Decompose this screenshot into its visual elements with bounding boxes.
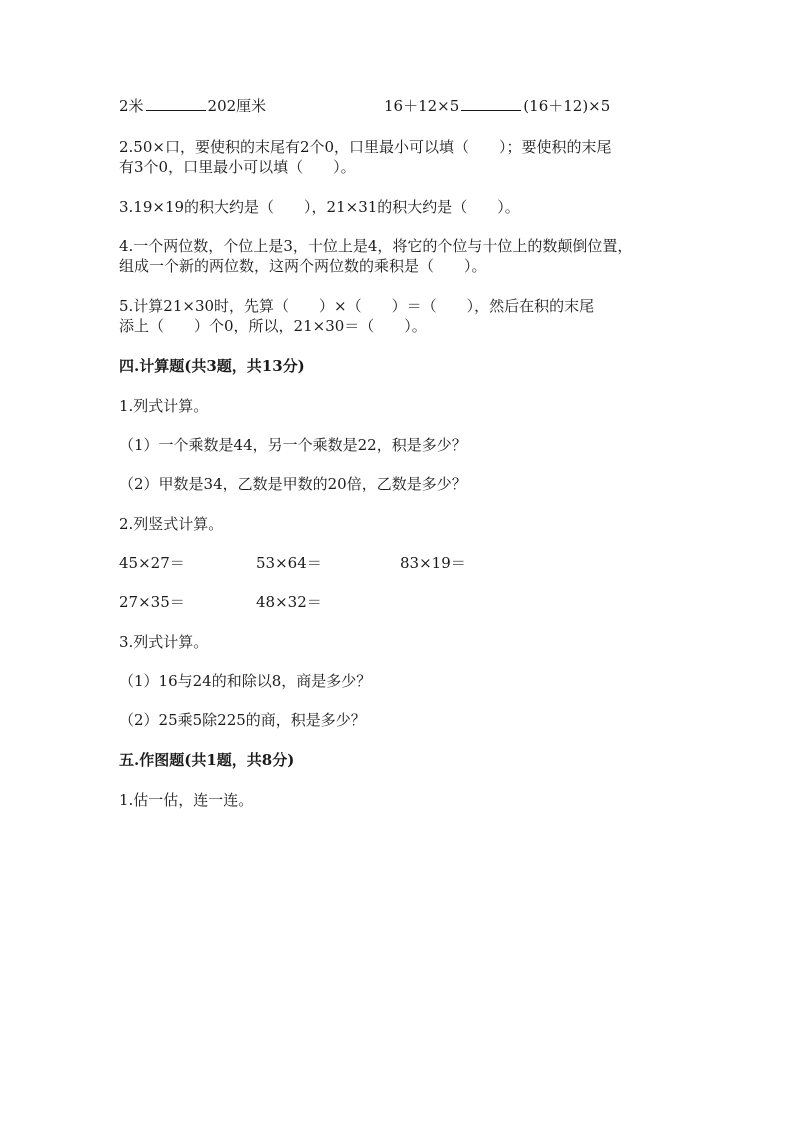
section-5-problem-1-title: 1.估一估，连一连。 [119,791,254,809]
section-4-problem-2-title: 2.列竖式计算。 [119,515,224,533]
question-5-line-2: 添上（ ）个0，所以，21×30＝（ ）。 [119,317,427,335]
calc-item: 48×32＝ [256,593,322,611]
section-4-problem-3-title: 3.列式计算。 [119,633,209,651]
compare-right-a: 16＋12×5 [384,97,460,115]
question-3-line-1: 3.19×19的积大约是（ ），21×31的积大约是（ ）。 [119,198,520,216]
question-4-line-1: 4.一个两位数，个位上是3，十位上是4，将它的个位与十位上的数颠倒位置， [119,237,633,255]
question-5-line-1: 5.计算21×30时，先算（ ）×（ ）＝（ ），然后在积的末尾 [119,297,595,315]
answer-blank[interactable] [146,96,206,111]
section-4-problem-1-title: 1.列式计算。 [119,397,209,415]
question-2-line-2: 有3个0，口里最小可以填（ ）。 [119,158,356,176]
section-4-problem-3-a: （1）16与24的和除以8，商是多少？ [119,672,372,690]
section-4-problem-1-a: （1）一个乘数是44，另一个乘数是22，积是多少？ [119,436,467,454]
calc-item: 53×64＝ [256,554,322,572]
question-4-line-2: 组成一个新的两位数，这两个两位数的乘积是（ ）。 [119,257,487,275]
compare-right [384,96,610,116]
compare-right-b: (16＋12)×5 [523,97,611,115]
compare-left-b: 202厘米 [207,97,267,115]
calc-item: 27×35＝ [119,593,185,611]
question-2-line-1: 2.50×口，要使积的末尾有2个0，口里最小可以填（ ）；要使积的末尾 [119,138,612,156]
section-4-problem-3-b: （2）25乘5除225的商，积是多少？ [119,711,366,729]
section-4-heading: 四.计算题(共3题，共13分) [119,357,305,375]
section-4-problem-1-b: （2）甲数是34，乙数是甲数的20倍，乙数是多少？ [119,475,467,493]
compare-left-a: 2米 [119,97,144,115]
compare-row [119,96,679,116]
section-5-heading: 五.作图题(共1题，共8分) [119,751,295,769]
answer-blank[interactable] [461,96,521,111]
calc-item: 83×19＝ [400,554,466,572]
calc-item: 45×27＝ [119,554,185,572]
